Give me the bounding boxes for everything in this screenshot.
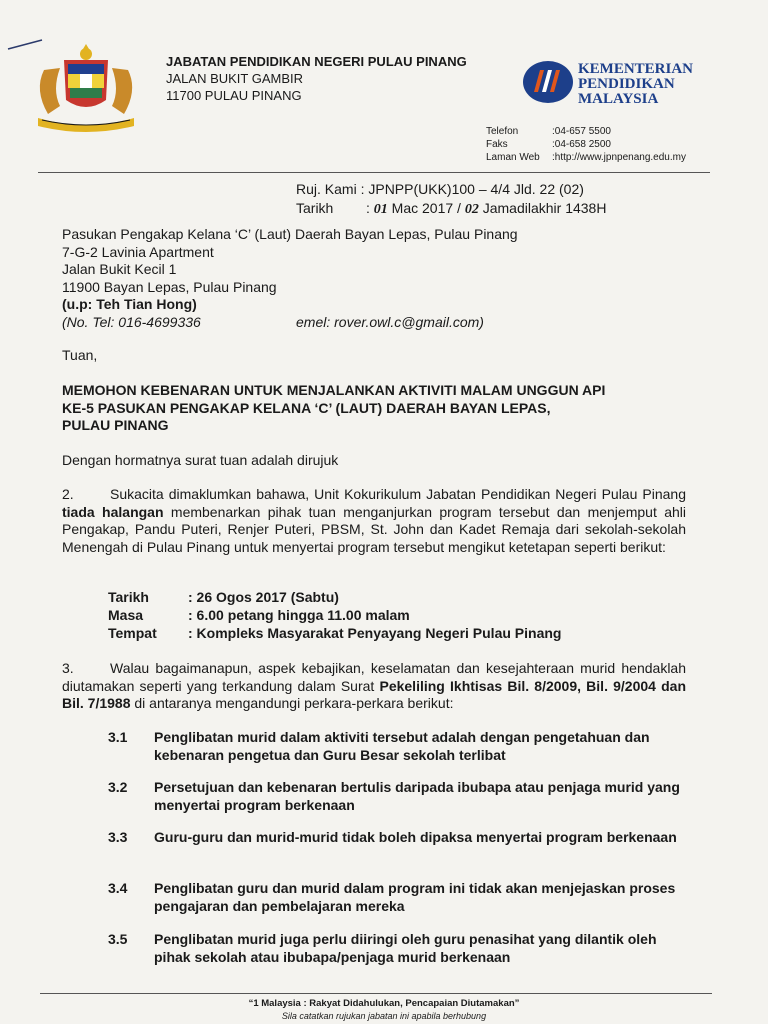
recipient-line: Jalan Bukit Kecil 1 (62, 261, 177, 278)
letter-subject (62, 382, 694, 435)
contact-fax: Faks :04-658 2500 (486, 139, 611, 150)
subject-line: KE-5 PASUKAN PENGAKAP KELANA ‘C’ (LAUT) DAERAH BAYAN LEPAS, (62, 399, 551, 416)
reference-block (296, 180, 606, 219)
contact-phone: Telefon :04-657 5500 (486, 126, 611, 137)
detail-date: Tarikh : 26 Ogos 2017 (Sabtu) (108, 589, 339, 605)
list-item: 3.3 Guru-guru dan murid-murid tidak boleh dipaksa menyertai program berkenaan (108, 829, 677, 845)
footer-slogan: “1 Malaysia : Rakyat Didahulukan, Pencapaian Diutamakan” (248, 998, 520, 1009)
kpm-line: PENDIDIKAN (578, 76, 675, 92)
kpm-line: MALAYSIA (578, 91, 659, 107)
department-address (166, 53, 467, 104)
kpm-logo-icon (522, 60, 574, 104)
subject-line: PULAU PINANG (62, 417, 169, 433)
paragraph-3: 3. Walau bagaimanapun, aspek kebajikan, keselamatan dan kesejahteraan murid hendaklah diutamakan seperti yang terkandung dalam Surat Pekeliling Ikhtisas Bil. 8/2009, Bil. 9/2004 dan Bil. 7/1988 di antaranya mengandungi perkara-perkara berikut: (62, 660, 687, 712)
recipient-tel: (No. Tel: 016-4699336 (62, 313, 201, 330)
footer-note: Sila catatkan rujukan jabatan ini apabila berhubung (281, 1011, 487, 1021)
recipient-line: Pasukan Pengakap Kelana ‘C’ (Laut) Daerah Bayan Lepas, Pulau Pinang (62, 226, 518, 242)
subject-line: MEMOHON KEBENARAN UNTUK MENJALANKAN AKTIVITI MALAM UNGGUN API (62, 382, 606, 398)
kpm-line: KEMENTERIAN (578, 61, 694, 77)
detail-time: Masa : 6.00 petang hingga 11.00 malam (108, 607, 410, 623)
department-name: JABATAN PENDIDIKAN NEGERI PULAU PINANG (166, 54, 467, 69)
recipient-address (62, 226, 518, 332)
recipient-attention: (u.p: Teh Tian Hong) (62, 296, 197, 313)
recipient-email: emel: rover.owl.c@gmail.com) (296, 313, 484, 330)
list-item: 3.5 Penglibatan murid juga perlu diiringi oleh guru penasihat yang dilantik oleh pihak sekolah atau ibubapa/penjaga murid berkenaan (108, 931, 657, 965)
list-item: 3.4 Penglibatan guru dan murid dalam program ini tidak akan menjejaskan proses pengajaran dan pembelajaran mereka (108, 880, 676, 914)
reference-ruj: Ruj. Kami : JPNPP(UKK)100 – 4/4 Jld. 22 (02) (296, 181, 584, 197)
department-city: 11700 PULAU PINANG (166, 88, 302, 103)
contact-website: Laman Web :http://www.jpnpenang.edu.my (486, 152, 686, 163)
salutation: Tuan, (62, 347, 98, 363)
department-street: JALAN BUKIT GAMBIR (166, 71, 304, 86)
event-details (108, 588, 561, 642)
detail-place: Tempat : Kompleks Masyarakat Penyayang Negeri Pulau Pinang (108, 625, 562, 641)
recipient-contact (62, 314, 518, 332)
paragraph-2: 2. Sukacita dimaklumkan bahawa, Unit Kokurikulum Jabatan Pendidikan Negeri Pulau Pinang tiada halangan membenarkan pihak tuan menganjurkan program tersebut dan menjemput ahli Pengakap, Pandu Puteri, Renjer Puteri, PBSM, St. John dan Kadet Remaja dari sekolah-sekolah Menengah di Pulau Pinang untuk menyertai program tersebut mengikut ketetapan seperti berikut: (62, 486, 687, 555)
contact-block (486, 125, 686, 164)
list-item: 3.2 Persetujuan dan kebenaran bertulis daripada ibubapa atau penjaga murid yang menyertai program berkenaan (108, 779, 680, 813)
reference-date: Tarikh : 01 Mac 2017 / 02 Jamadilakhir 1438H (296, 200, 607, 217)
intro-line: Dengan hormatnya surat tuan adalah dirujuk (62, 452, 339, 468)
header-divider (38, 172, 710, 173)
recipient-line: 7-G-2 Lavinia Apartment (62, 243, 214, 260)
coat-of-arms-icon (30, 40, 142, 132)
recipient-line: 11900 Bayan Lepas, Pulau Pinang (62, 278, 277, 295)
kpm-name (578, 62, 693, 107)
footer-divider (40, 993, 712, 994)
list-item: 3.1 Penglibatan murid dalam aktiviti tersebut adalah dengan pengetahuan dan kebenaran pengetua dan Guru Besar sekolah terlibat (108, 729, 650, 763)
